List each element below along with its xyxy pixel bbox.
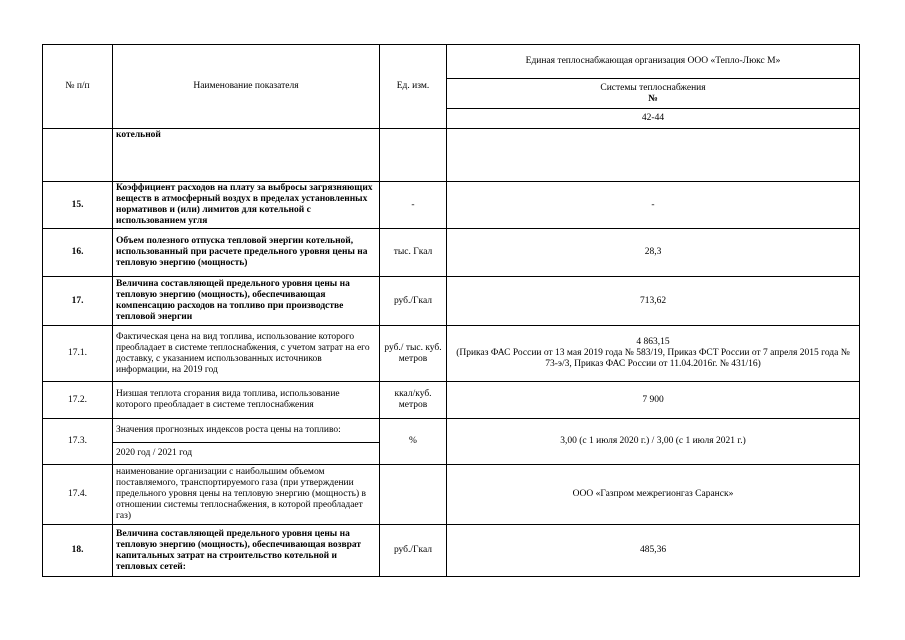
row-name: котельной (113, 129, 380, 182)
header-col-num: № п/п (43, 45, 113, 129)
row-value: 7 900 (447, 382, 860, 419)
row-unit: тыс. Гкал (380, 229, 447, 277)
row-unit: руб./Гкал (380, 525, 447, 577)
header-col-unit: Ед. изм. (380, 45, 447, 129)
header-systems (447, 79, 860, 109)
row-unit: ккал/куб. метров (380, 382, 447, 419)
row-value (447, 129, 860, 182)
row-value: 28,3 (447, 229, 860, 277)
row-name: Величина составляющей предельного уровня цены на тепловую энергию (мощность), обеспечивающая возврат капитальных затрат на строительство котельной и тепловых сетей: (113, 525, 380, 577)
row-unit: руб./ тыс. куб. метров (380, 326, 447, 382)
row-unit (380, 465, 447, 525)
row-name: Объем полезного отпуска тепловой энергии котельной, использованный при расчете предельного уровня цены на тепловую энергию (мощность) (113, 229, 380, 277)
table-row (43, 419, 860, 443)
row-value: 713,62 (447, 277, 860, 326)
row-value: ООО «Газпром межрегионгаз Саранск» (447, 465, 860, 525)
row-num: 18. (43, 525, 113, 577)
table-row (43, 525, 860, 577)
row-unit: % (380, 419, 447, 465)
table-row (43, 229, 860, 277)
row-num (43, 129, 113, 182)
table-row (43, 465, 860, 525)
table-row (43, 326, 860, 382)
row-num: 17.1. (43, 326, 113, 382)
row-num: 17.3. (43, 419, 113, 465)
table-row (43, 182, 860, 229)
table-row (43, 277, 860, 326)
row-name-sub: 2020 год / 2021 год (113, 443, 380, 465)
row-name: наименование организации с наибольшим объемом поставляемого, транспортируемого газа (при утверждении предельного уровня цены на тепловую энергию (мощность) в отношении системы теплоснабжения, в которой преобладает газ) (113, 465, 380, 525)
table-row (43, 382, 860, 419)
row-name: Значения прогнозных индексов роста цены на топливо: (113, 419, 380, 443)
row-name: Фактическая цена на вид топлива, использование которого преобладает в системе теплоснабжения, с учетом затрат на его доставку, с указанием использованных источников информации, на 2019 год (113, 326, 380, 382)
header-org: Единая теплоснабжающая организация ООО «Тепло-Люкс М» (447, 45, 860, 79)
row-num: 17.2. (43, 382, 113, 419)
row-unit: руб./Гкал (380, 277, 447, 326)
row-name: Низшая теплота сгорания вида топлива, использование которого преобладает в системе теплоснабжения (113, 382, 380, 419)
header-col-name: Наименование показателя (113, 45, 380, 129)
table-row (43, 129, 860, 182)
row-unit: - (380, 182, 447, 229)
row-value: 3,00 (с 1 июля 2020 г.) / 3,00 (с 1 июля 2021 г.) (447, 419, 860, 465)
row-num: 17.4. (43, 465, 113, 525)
row-value: - (447, 182, 860, 229)
header-systems-line1: Системы теплоснабжения (600, 82, 706, 93)
row-value: 485,36 (447, 525, 860, 577)
row-value-note: (Приказ ФАС России от 13 мая 2019 года № 583/19, Приказ ФСТ России от 7 апреля 2015 года № 73-э/3, Приказ ФАС России от 11.04.2016г. № 431/16) (456, 348, 850, 369)
tariff-table (42, 44, 860, 577)
row-name: Коэффициент расходов на плату за выбросы загрязняющих веществ в атмосферный воздух в пределах установленных нормативов и (или) лимитов для котельной с использованием угля (113, 182, 380, 229)
row-unit (380, 129, 447, 182)
header-system-id: 42-44 (447, 109, 860, 129)
row-value-main: 4 863,15 (636, 337, 670, 347)
row-num: 16. (43, 229, 113, 277)
row-value (447, 326, 860, 382)
row-name: Величина составляющей предельного уровня цены на тепловую энергию (мощность), обеспечивающая компенсацию расходов на топливо при производстве тепловой энергии (113, 277, 380, 326)
row-num: 17. (43, 277, 113, 326)
row-num: 15. (43, 182, 113, 229)
header-systems-line2: № (648, 93, 658, 104)
